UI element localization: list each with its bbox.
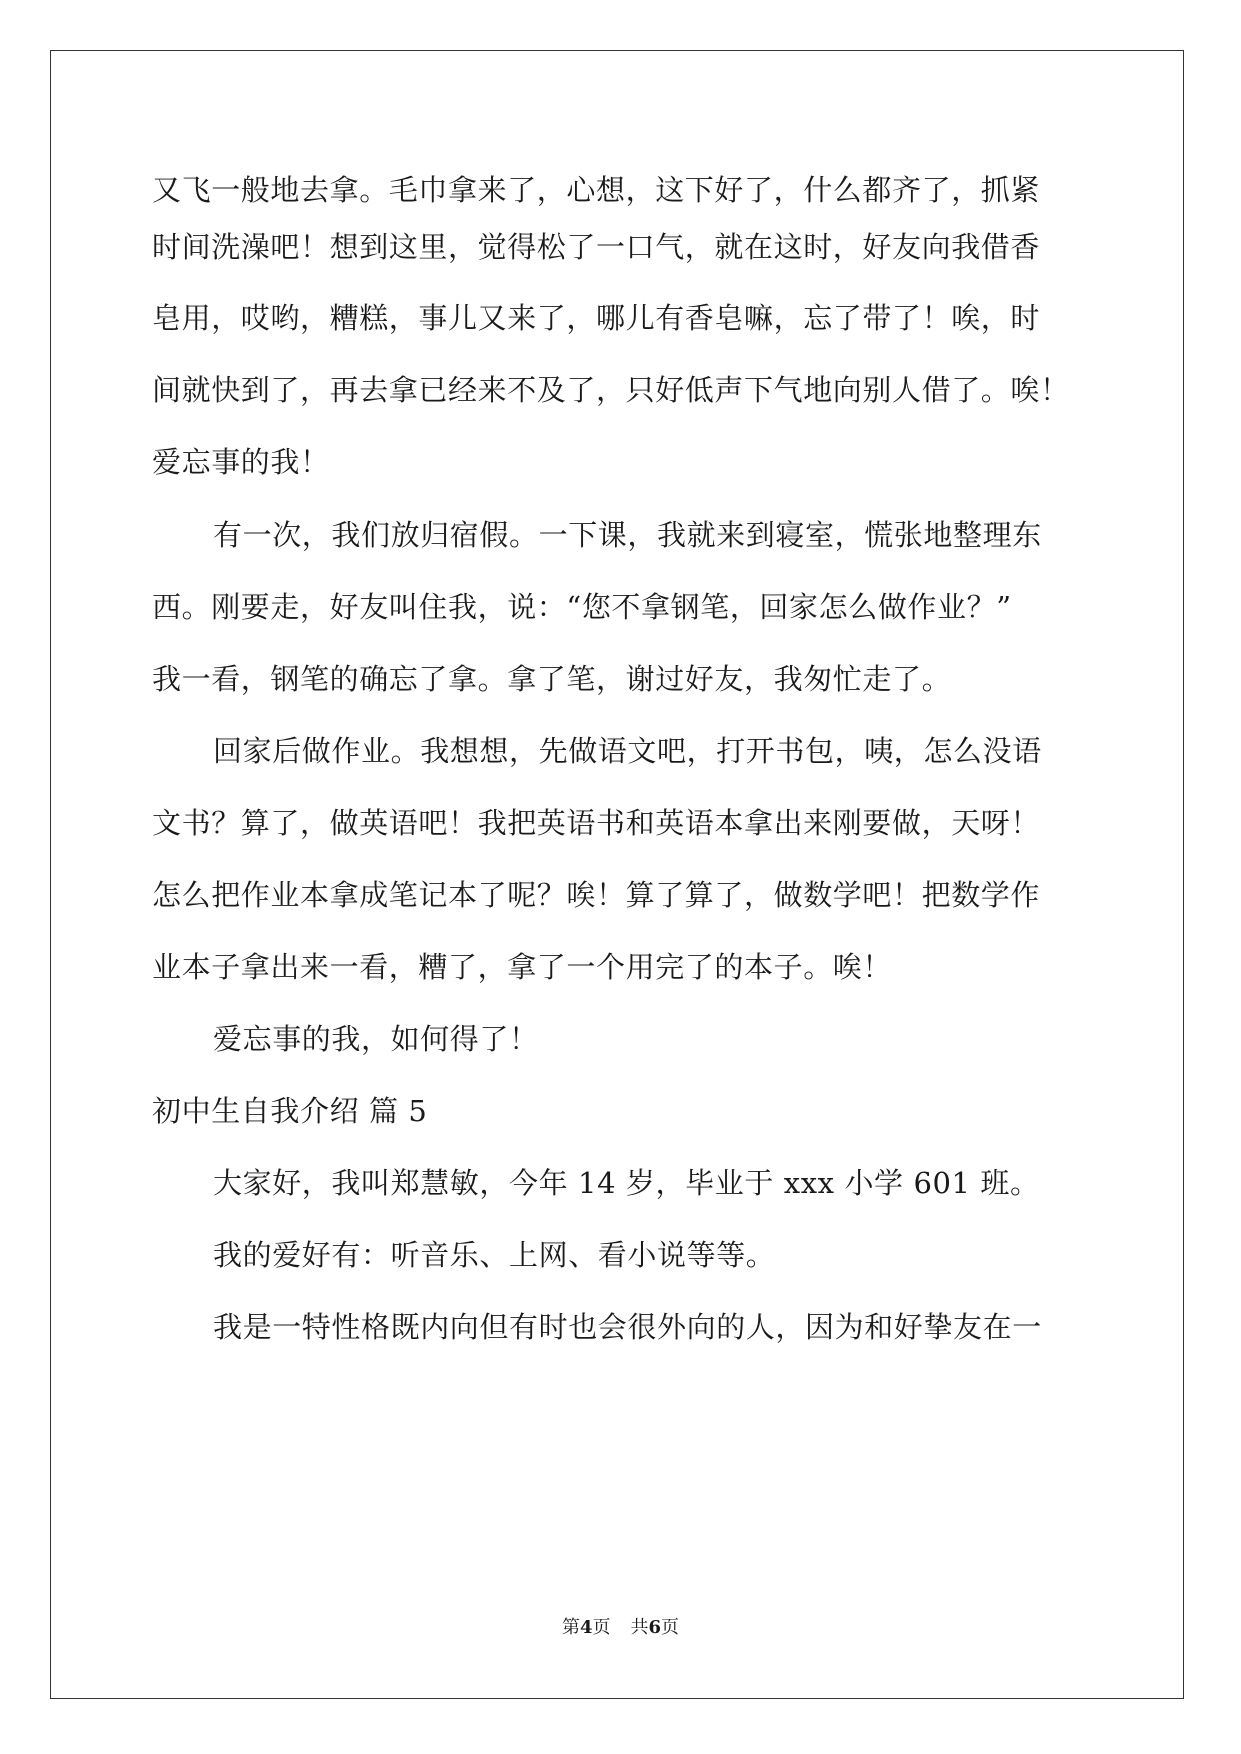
text-line: 时间洗澡吧！想到这里，觉得松了一口气，就在这时，好友向我借香 <box>152 230 1041 264</box>
paragraph-first-line: 我的爱好有：听音乐、上网、看小说等等。 <box>213 1238 776 1272</box>
paragraph-first-line: 我是一特性格既内向但有时也会很外向的人，因为和好挚友在一 <box>213 1310 1042 1344</box>
section-heading: 初中生自我介绍 篇 5 <box>152 1094 428 1128</box>
text-line: 文书？算了，做英语吧！我把英语书和英语本拿出来刚要做，天呀！ <box>152 806 1041 840</box>
paragraph-first-line: 爱忘事的我，如何得了！ <box>213 1022 539 1056</box>
paragraph-first-line: 大家好，我叫郑慧敏，今年 14 岁，毕业于 xxx 小学 601 班。 <box>213 1166 1040 1200</box>
text-line: 间就快到了，再去拿已经来不及了，只好低声下气地向别人借了。唉！ <box>152 373 1070 407</box>
paragraph-first-line: 回家后做作业。我想想，先做语文吧，打开书包，咦，怎么没语 <box>213 734 1042 768</box>
page-footer <box>0 1616 1241 1640</box>
page-prefix: 第 <box>561 1617 580 1638</box>
paragraph-first-line: 有一次，我们放归宿假。一下课，我就来到寝室，慌张地整理东 <box>213 518 1042 552</box>
text-line: 爱忘事的我！ <box>152 445 330 479</box>
text-line: 又飞一般地去拿。毛巾拿来了，心想，这下好了，什么都齐了，抓紧 <box>152 173 1041 207</box>
text-line: 我一看，钢笔的确忘了拿。拿了笔，谢过好友，我匆忙走了。 <box>152 662 952 696</box>
text-line: 业本子拿出来一看，糟了，拿了一个用完了的本子。唉！ <box>152 950 893 984</box>
text-line: 怎么把作业本拿成笔记本了呢？唉！算了算了，做数学吧！把数学作 <box>152 878 1041 912</box>
text-line: 西。刚要走，好友叫住我，说：“您不拿钢笔，回家怎么做作业？” <box>152 590 1012 624</box>
current-page-number: 4 <box>579 1617 593 1638</box>
total-page-number: 6 <box>648 1617 662 1638</box>
total-prefix: 共 <box>630 1617 649 1638</box>
page-unit: 页 <box>592 1617 611 1638</box>
total-unit: 页 <box>661 1617 680 1638</box>
text-line: 皂用，哎哟，糟糕，事儿又来了，哪儿有香皂嘛，忘了带了！唉，时 <box>152 301 1041 335</box>
